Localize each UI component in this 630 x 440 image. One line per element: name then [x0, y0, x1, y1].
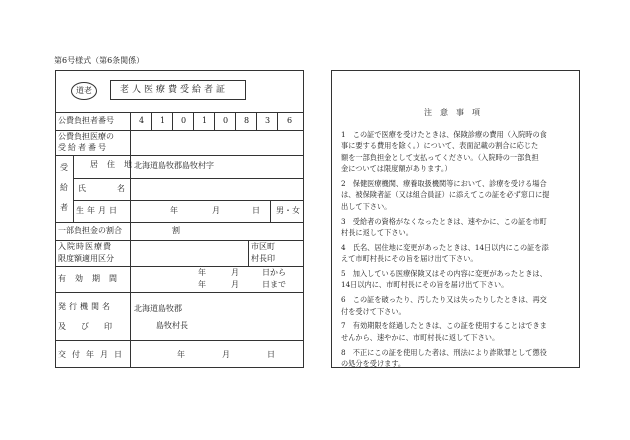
payer-digit: 1 [202, 116, 208, 125]
inpatient-label: 入院時医療費 [58, 242, 112, 251]
copay-label: 一部負担金の割合 [58, 226, 122, 235]
note-line: 7 有効期限を経過したときは、この証を使用することはできま [341, 321, 547, 331]
issue-month: 月 [222, 350, 230, 359]
issuer-label: 及び印 [58, 322, 127, 331]
note-line: 付を受けて下さい。 [341, 306, 406, 316]
note-line: えて市町村長にその旨を届け出て下さい。 [341, 254, 478, 264]
validity-year: 年 [198, 268, 206, 277]
recipient-side-label: 者 [60, 203, 68, 212]
note-line: 2 保健医療機関、療養取扱機関等において、診療を受ける場合 [341, 179, 547, 189]
birth-year: 年 [170, 206, 178, 215]
note-line: 金については限度額があります。） [341, 164, 452, 174]
seal-text: 道老 [76, 86, 92, 95]
muni-stamp-label: 村長印 [251, 254, 275, 263]
issuer-name: 北海道島牧郡 [134, 304, 182, 313]
note-line: は、被保険者証（又は組合員証）に添えてこの証を必ず窓口に提 [341, 190, 550, 200]
note-line: 事に要する費用を除く。）について、表面記載の割合に応じた [341, 141, 539, 151]
payer-digit: 3 [265, 116, 271, 125]
note-line: の処分を受けます。 [341, 359, 406, 369]
recipient-side-label: 受 [60, 163, 68, 172]
note-line: 村長に返して下さい。 [341, 228, 413, 238]
note-line: 1 この証で医療を受けたときは、保険診療の費用（入院時の食 [341, 130, 547, 139]
payer-digit: 0 [223, 116, 229, 125]
validity-year: 年 [198, 280, 206, 289]
issuer-mayor: 島牧村長 [156, 321, 188, 330]
note-item [341, 216, 577, 239]
name-label-1: 氏 [78, 184, 86, 193]
birth-label: 生年月日 [76, 206, 120, 215]
name-label-2: 名 [117, 184, 125, 193]
note-line: 14日以内に、市町村長にその旨を届け出て下さい。 [341, 280, 509, 290]
validity-month: 月 [231, 268, 239, 277]
copay-unit: 割 [172, 226, 180, 235]
address-value: 北海道島牧郡島牧村字 [134, 161, 214, 170]
payer-digit: 8 [244, 116, 250, 125]
note-line: せんから、速やかに、市町村長に返して下さい。 [341, 332, 500, 342]
payer-digit: 0 [181, 116, 187, 125]
note-line: 4 氏名、居住地に変更があったときは、14日以内にこの証を添 [341, 242, 549, 252]
issuer-label: 発行機関名 [58, 302, 113, 311]
validity-label: 有効期間 [58, 274, 126, 283]
gender: 男・女 [276, 206, 300, 215]
muni-stamp-label: 市区町 [251, 242, 275, 251]
note-line: 3 受給者の資格がなくなったときは、速やかに、この証を市町 [341, 216, 547, 226]
issue-day: 日 [267, 350, 275, 359]
validity-from: 日から [262, 268, 286, 277]
note-item [341, 294, 577, 317]
inpatient-label: 限度額適用区分 [58, 254, 114, 263]
recipient-number-label: 受給者番号 [58, 143, 108, 152]
payer-digit: 1 [160, 116, 166, 125]
address-label: 居住地 [90, 160, 141, 169]
payer-number-label: 公費負担者番号 [58, 116, 114, 125]
issue-date-label: 交付年月日 [58, 350, 128, 359]
payer-digit: 6 [287, 116, 293, 125]
validity-to: 日まで [262, 280, 286, 289]
form-number: 第6号様式（第6条関係） [54, 56, 145, 65]
notes-title: 注意事項 [424, 108, 488, 117]
recipient-side-label: 給 [60, 183, 68, 192]
note-line: 8 不正にこの証を使用した者は、刑法により詐欺罪として懲役 [341, 347, 547, 357]
birth-month: 月 [212, 206, 220, 215]
note-item [341, 242, 577, 265]
card-title: 老人医療費受給者証 [120, 85, 229, 95]
note-item [341, 129, 577, 175]
validity-month: 月 [231, 280, 239, 289]
issue-year: 年 [177, 350, 185, 359]
note-item [341, 320, 577, 343]
note-item [341, 178, 577, 212]
note-line: 5 加入している医療保険又はその内容に変更があったときは、 [341, 269, 547, 279]
note-line: 6 この証を破ったり、汚したり又は失ったりしたときは、再交 [341, 295, 547, 305]
payer-digit: 4 [139, 116, 145, 125]
note-item [341, 347, 577, 370]
note-item [341, 268, 577, 291]
recipient-number-label: 公費負担医療の [58, 132, 114, 141]
note-line: 額を一部負担金として支払ってください。（入院時の一部負担 [341, 152, 539, 162]
notes-list [341, 129, 577, 373]
birth-day: 日 [252, 206, 260, 215]
note-line: 出して下さい。 [341, 201, 392, 211]
